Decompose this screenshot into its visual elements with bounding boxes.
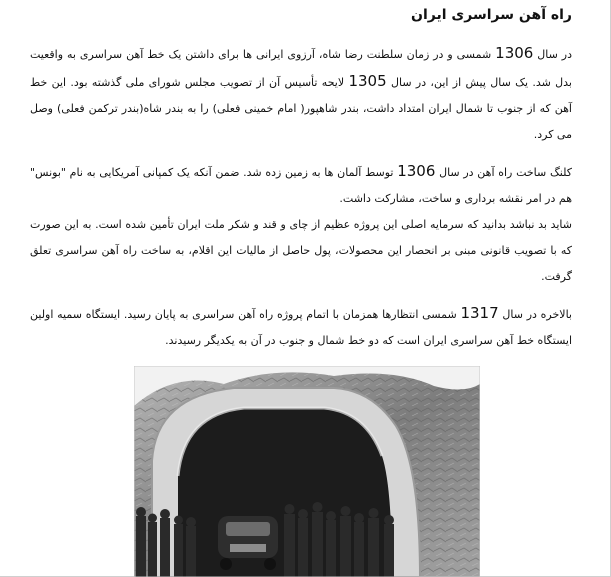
paragraph-1-text-b: شمسی و در زمان سلطنت رضا شاه، آرزوی ایرانی ها برای داشتن یک خط آهن سراسری به واقعیت بدل شد. یک سال پیش از این، در سال — [30, 48, 572, 89]
article — [30, 4, 572, 364]
paragraph-2-text-b: توسط آلمان ها به زمین زده شد. ضمن آنکه یک کمپانی آمریکایی به نام "بونس" هم در امر نقشه برداری و ساخت، مشارکت داشت. — [30, 166, 572, 205]
paragraph-4-text-b: شمسی انتظارها همزمان با اتمام پروژه راه آهن سراسری به پایان رسید. ایستگاه سمیه اولین ایستگاه خط آهن سراسری ایران است که دو خط شمال و جنوب در آن به یکدیگر رسیدند. — [30, 308, 572, 347]
year-1306-b: 1306 — [397, 162, 436, 180]
tunnel-photo — [134, 366, 480, 577]
page-title: راه آهن سراسری ایران — [411, 7, 572, 23]
tunnel-illustration — [134, 366, 480, 577]
paragraph-1-text-c: لایحه تأسیس آن از تصویب مجلس شورای ملی گذشته بود. این خط آهن که از جنوب تا شمال ایران امتداد داشت، بندر شاهپور( امام خمینی فعلی) را به بندر شاه(بندر ترکمن فعلی) وصل می کرد. — [30, 76, 572, 141]
year-1305: 1305 — [348, 72, 387, 90]
year-1306: 1306 — [495, 44, 534, 62]
year-1317: 1317 — [460, 304, 499, 322]
paragraph-3: شاید بد نباشد بدانید که سرمایه اصلی این پروژه عظیم از چای و قند و شکر ملت ایران تأمین شده است. به این صورت که با تصویب قانونی مبنی بر انحصار این محصولات، پول حاصل از مالیات این اقلام، به ساخت راه آهن سراسری تعلق گرفت. — [30, 218, 572, 283]
paragraph-2-text-a: کلنگ ساخت راه آهن در سال — [435, 166, 572, 179]
paragraph-1 — [30, 40, 572, 148]
paragraph-2 — [30, 158, 572, 212]
paragraph-4 — [30, 300, 572, 354]
paragraph-4-text-a: بالاخره در سال — [498, 308, 572, 321]
paragraph-1-text-a: در سال — [533, 48, 573, 61]
